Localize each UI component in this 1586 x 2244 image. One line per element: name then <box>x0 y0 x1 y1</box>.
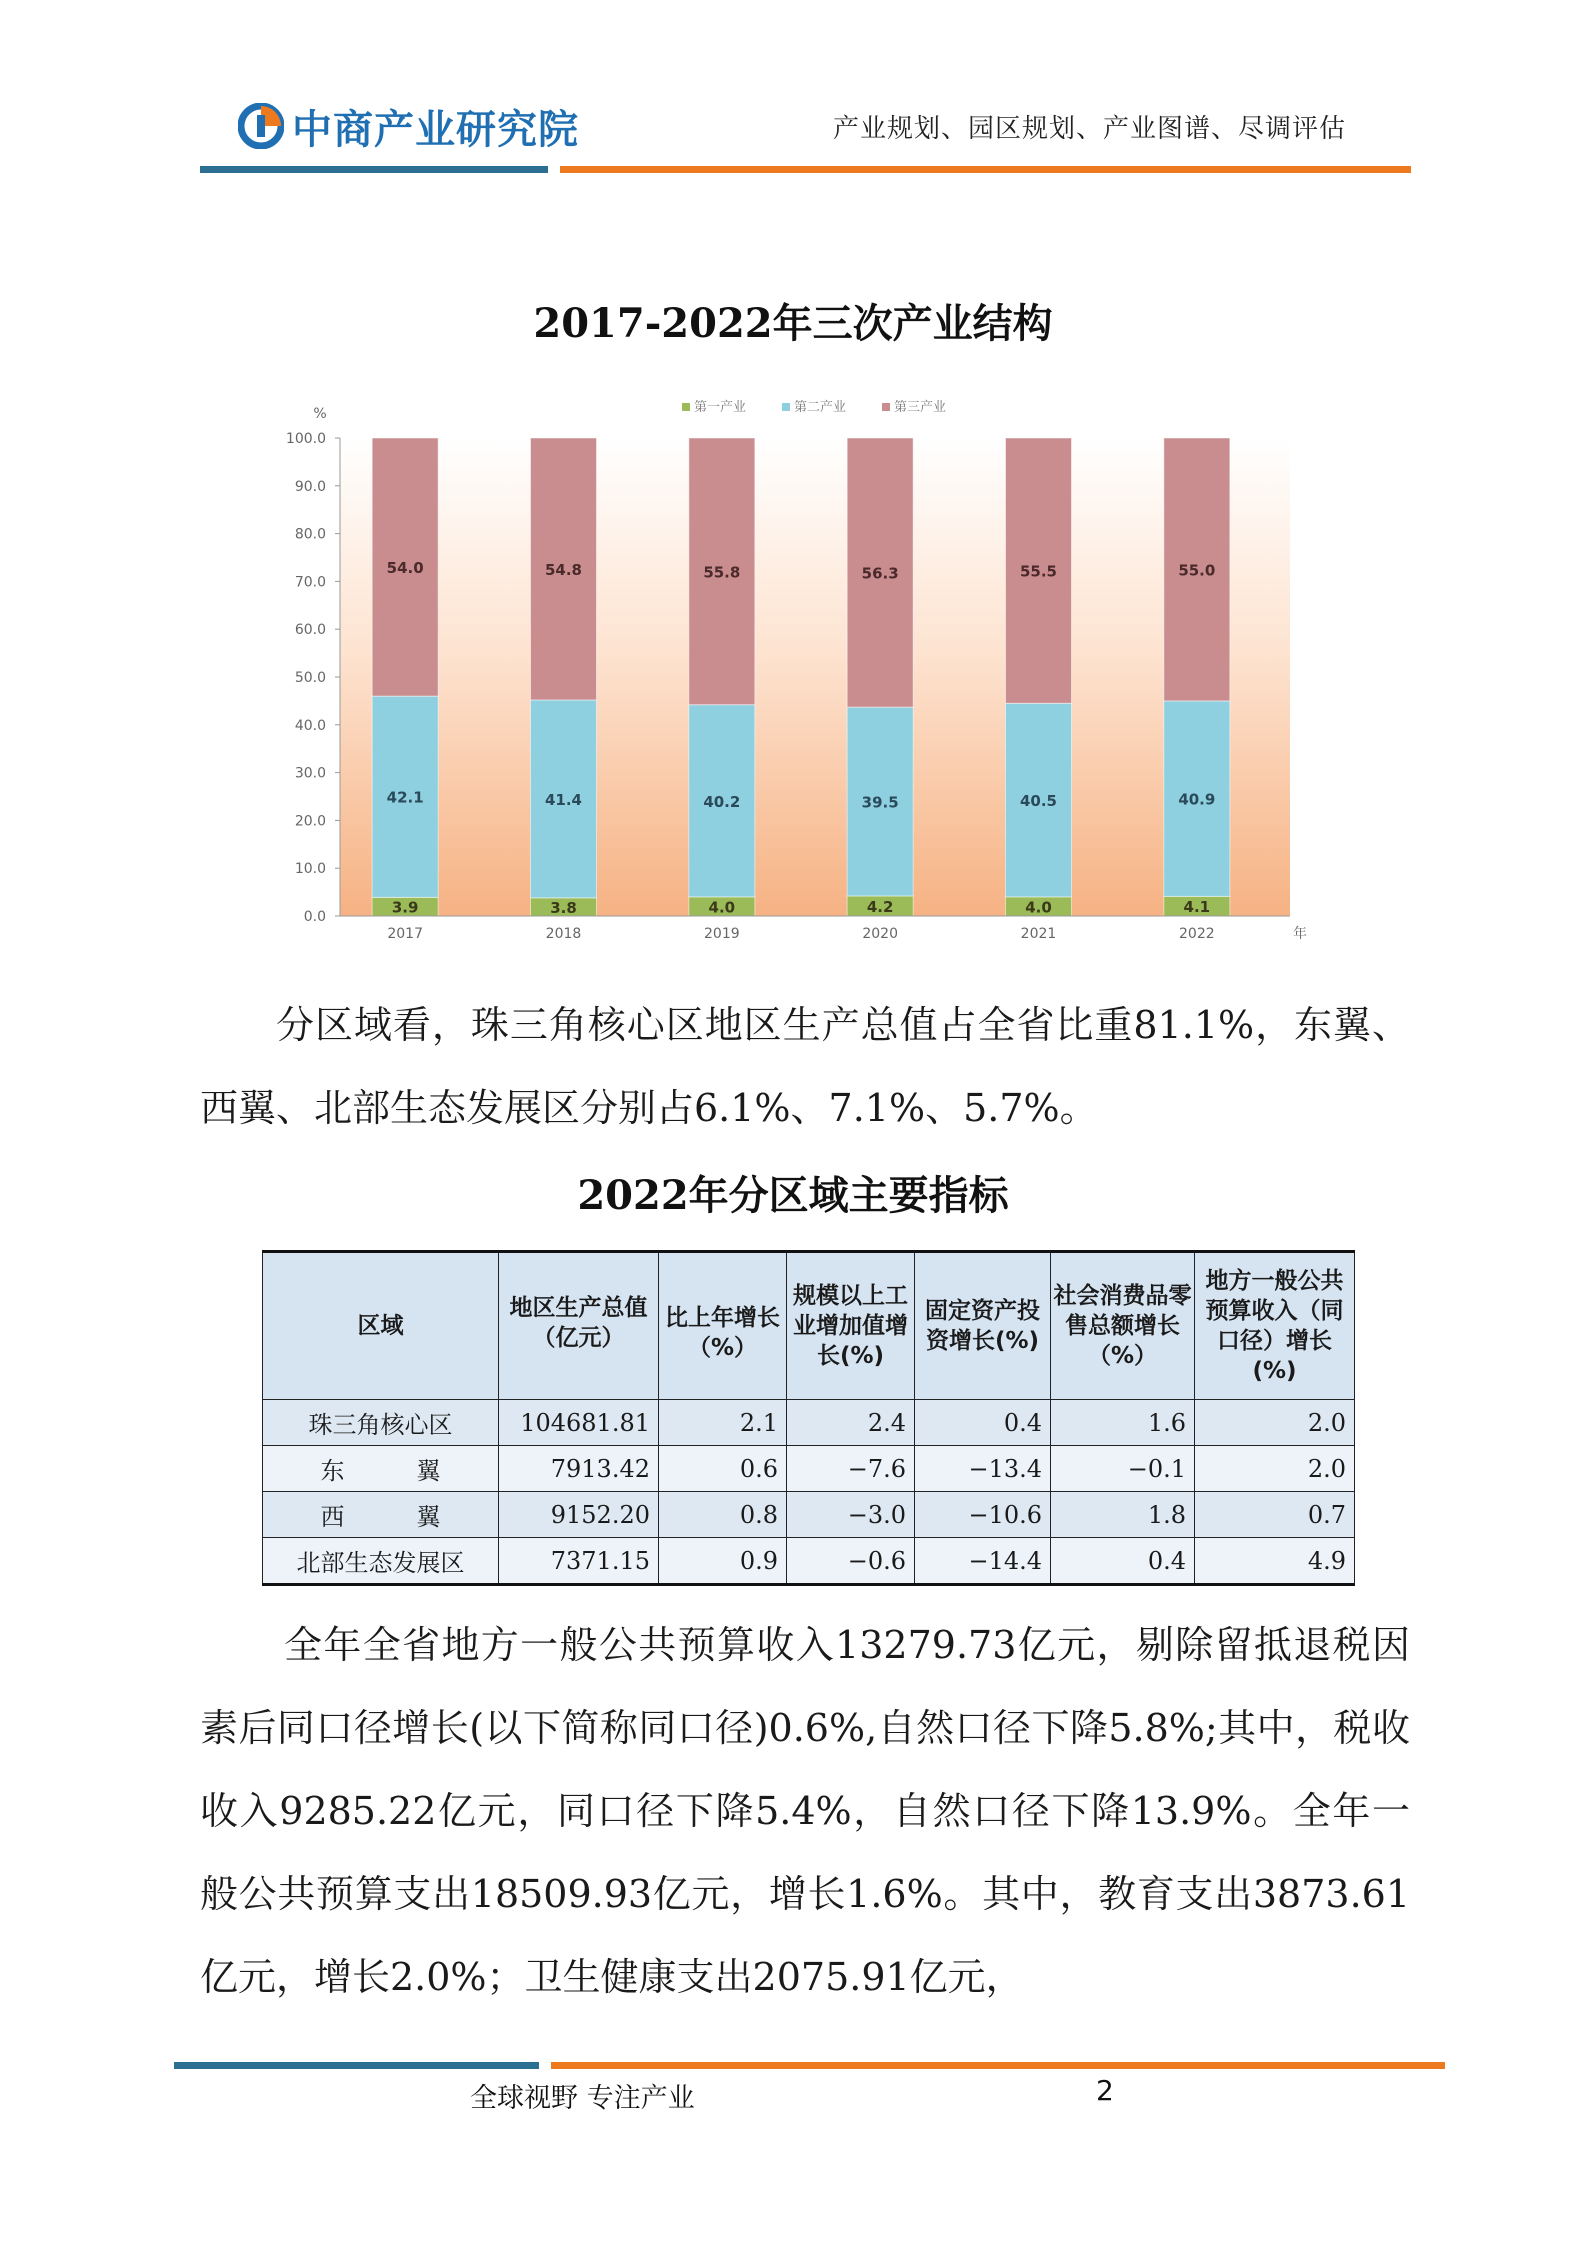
chart-legend <box>682 399 946 415</box>
y-tick-label: 0.0 <box>303 909 326 925</box>
data-label: 54.8 <box>544 560 583 579</box>
data-label: 3.9 <box>391 898 419 917</box>
y-tick-label: 30.0 <box>294 765 326 782</box>
table-header-row <box>263 1252 1355 1400</box>
data-label: 40.2 <box>703 792 741 811</box>
cell-gdp-growth: 0.8 <box>659 1492 787 1538</box>
x-tick-label: 2020 <box>862 926 898 942</box>
y-axis-label: % <box>313 406 327 422</box>
data-label: 4.0 <box>708 898 736 917</box>
header-industry: 规模以上工业增加值增长(%) <box>787 1252 915 1400</box>
cell-industry: −7.6 <box>787 1446 915 1492</box>
y-tick-label: 60.0 <box>294 622 326 639</box>
cell-retail: 0.4 <box>1051 1538 1195 1585</box>
x-axis <box>340 916 1307 942</box>
header-rule-blue <box>200 166 548 173</box>
header-budget: 地方一般公共预算收入（同口径）增长(%) <box>1195 1252 1355 1400</box>
data-label: 55.5 <box>1019 562 1058 581</box>
data-label: 55.0 <box>1178 561 1216 580</box>
cell-investment: 0.4 <box>915 1400 1051 1446</box>
cell-industry: −0.6 <box>787 1538 915 1585</box>
y-tick-label: 90.0 <box>294 478 326 495</box>
cell-gdp: 7371.15 <box>499 1538 659 1585</box>
cell-budget: 0.7 <box>1195 1492 1355 1538</box>
cell-region: 西 翼 <box>263 1492 499 1538</box>
footer-rule-blue <box>174 2062 539 2069</box>
data-label: 39.5 <box>861 793 899 812</box>
y-tick-label: 40.0 <box>294 717 326 734</box>
table-row <box>263 1538 1355 1585</box>
paragraph-1-text: 分区域看，珠三角核心区地区生产总值占全省比重81.1%，东翼、西翼、北部生态发展区分别占6.1%、7.1%、5.7%。 <box>200 1003 1410 1130</box>
y-tick-label: 20.0 <box>294 813 326 830</box>
cell-investment: −10.6 <box>915 1492 1051 1538</box>
header-gdp: 地区生产总值（亿元） <box>499 1252 659 1400</box>
data-label: 40.9 <box>1178 790 1216 809</box>
data-label: 4.0 <box>1025 898 1052 917</box>
x-tick-label: 2019 <box>704 926 740 942</box>
company-logo <box>238 100 579 152</box>
cell-gdp: 9152.20 <box>499 1492 659 1538</box>
data-label: 42.1 <box>386 788 424 807</box>
paragraph-2-text: 全年全省地方一般公共预算收入13279.73亿元，剔除留抵退税因素后同口径增长(以下简称同口径)0.6%,自然口径下降5.8%;其中，税收收入9285.22亿元，同口径下降5.4%，自然口径下降13.9%。全年一般公共预算支出18509.93亿元，增长1.6%。其中，教育支出3873.61亿元，增长2.0%；卫生健康支出2075.91亿元， <box>200 1623 1410 1999</box>
table-row <box>263 1446 1355 1492</box>
table-title: 2022年分区域主要指标 <box>577 1172 1009 1219</box>
y-tick-label: 80.0 <box>294 526 326 543</box>
footer-rule-orange <box>551 2062 1445 2069</box>
regional-indicators-table <box>262 1250 1355 1586</box>
cell-region: 北部生态发展区 <box>263 1538 499 1585</box>
y-tick-label: 50.0 <box>294 670 326 686</box>
legend-entry: 第三产业 <box>894 400 947 415</box>
x-tick-label: 2021 <box>1020 926 1057 942</box>
cell-gdp: 104681.81 <box>499 1400 659 1446</box>
header-investment: 固定资产投资增长(%) <box>915 1252 1051 1400</box>
data-label: 55.8 <box>703 563 741 582</box>
x-tick-label: 2022 <box>1179 926 1215 942</box>
table-row <box>263 1492 1355 1538</box>
cell-budget: 2.0 <box>1195 1446 1355 1492</box>
data-label: 40.5 <box>1019 792 1058 811</box>
cell-investment: −13.4 <box>915 1446 1051 1492</box>
cell-gdp-growth: 0.9 <box>659 1538 787 1585</box>
industry-structure-chart <box>258 378 1328 950</box>
cell-retail: 1.8 <box>1051 1492 1195 1538</box>
page-number: 2 <box>1096 2074 1114 2107</box>
y-tick-label: 100.0 <box>285 431 326 447</box>
plot-background <box>340 438 1290 916</box>
header-retail: 社会消费品零售总额增长（%） <box>1051 1252 1195 1400</box>
data-label: 4.2 <box>866 897 894 916</box>
header-gdp-growth: 比上年增长（%） <box>659 1252 787 1400</box>
cell-retail: −0.1 <box>1051 1446 1195 1492</box>
cell-gdp-growth: 0.6 <box>659 1446 787 1492</box>
legend-swatch <box>882 403 890 411</box>
cell-gdp: 7913.42 <box>499 1446 659 1492</box>
data-label: 3.8 <box>550 898 577 917</box>
legend-entry: 第一产业 <box>694 400 747 415</box>
data-label: 41.4 <box>544 790 583 809</box>
cell-gdp-growth: 2.1 <box>659 1400 787 1446</box>
legend-swatch <box>782 403 790 411</box>
data-label: 56.3 <box>861 564 899 583</box>
cell-budget: 4.9 <box>1195 1538 1355 1585</box>
y-axis <box>286 406 340 925</box>
paragraph-fiscal <box>200 1604 1410 2019</box>
chart-title: 2017-2022年三次产业结构 <box>533 300 1053 347</box>
data-label: 4.1 <box>1183 898 1211 917</box>
cell-investment: −14.4 <box>915 1538 1051 1585</box>
cell-retail: 1.6 <box>1051 1400 1195 1446</box>
cell-industry: 2.4 <box>787 1400 915 1446</box>
cell-budget: 2.0 <box>1195 1400 1355 1446</box>
cell-region: 东 翼 <box>263 1446 499 1492</box>
header-region: 区域 <box>263 1252 499 1400</box>
x-tick-label: 2018 <box>545 926 582 942</box>
y-tick-label: 70.0 <box>294 574 326 591</box>
legend-entry: 第二产业 <box>794 400 847 415</box>
cell-industry: −3.0 <box>787 1492 915 1538</box>
table-row <box>263 1400 1355 1446</box>
chart-svg <box>258 378 1328 950</box>
y-tick-label: 10.0 <box>294 861 326 878</box>
paragraph-region-share <box>200 984 1410 1150</box>
data-label: 54.0 <box>386 559 424 578</box>
cell-region: 珠三角核心区 <box>263 1400 499 1446</box>
header-rule-orange <box>560 166 1411 173</box>
header-tagline: 产业规划、园区规划、产业图谱、尽调评估 <box>832 114 1346 144</box>
legend-swatch <box>682 403 690 411</box>
x-tick-label: 2017 <box>387 926 423 942</box>
logo-text: 中商产业研究院 <box>292 106 579 153</box>
footer-slogan: 全球视野 专注产业 <box>470 2083 695 2114</box>
x-axis-label: 年 <box>1293 926 1307 942</box>
logo-mark-icon <box>238 103 284 149</box>
